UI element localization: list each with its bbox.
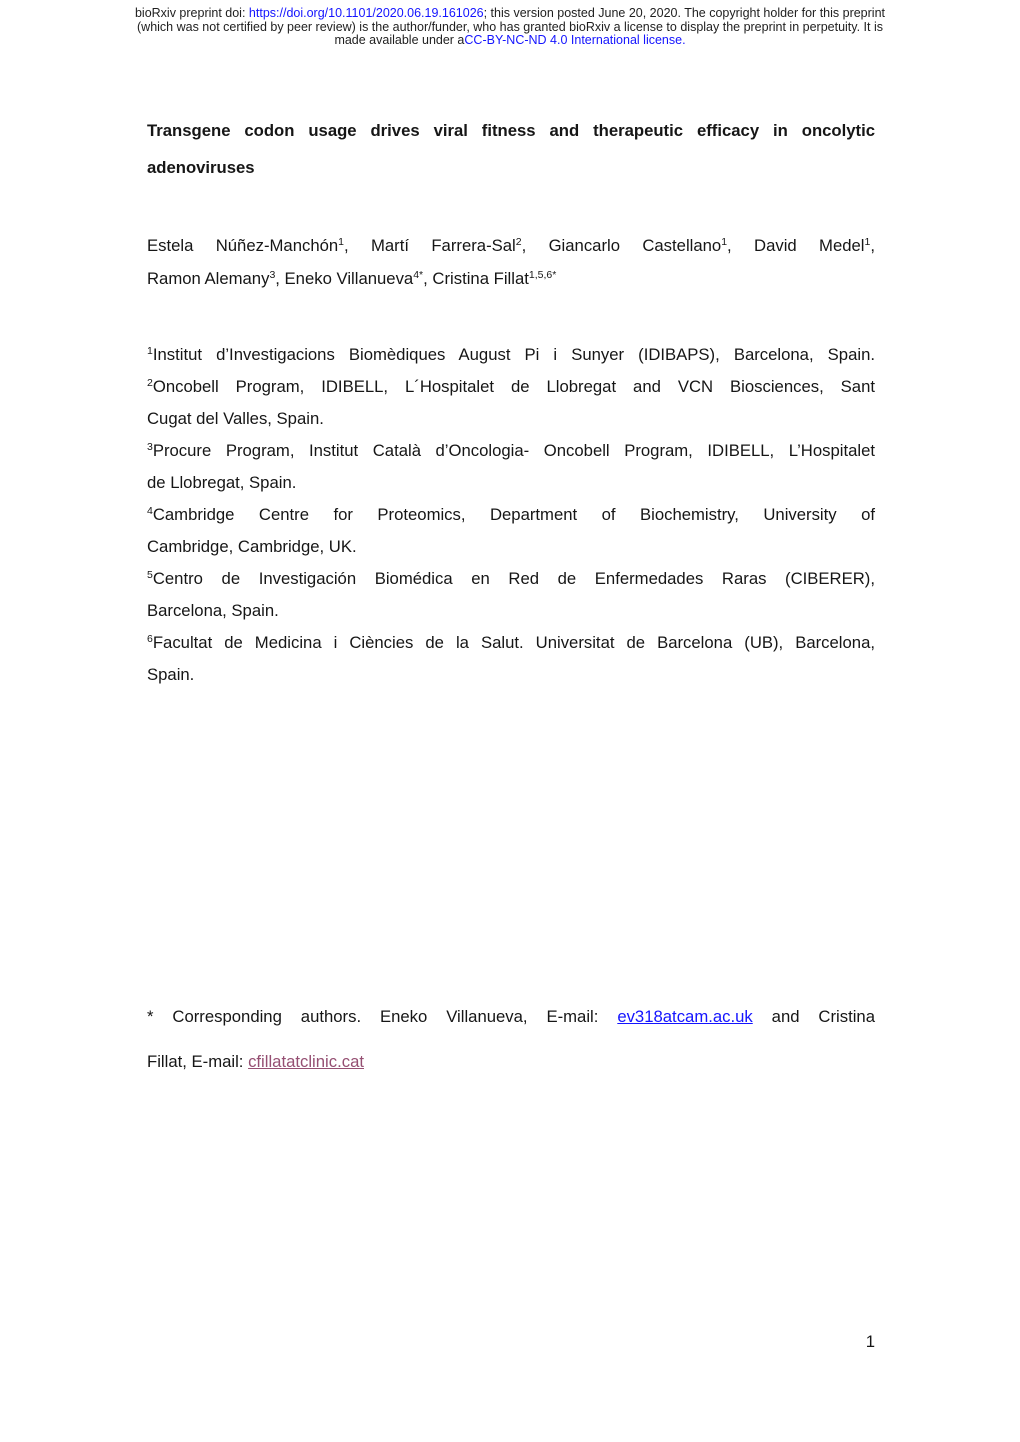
- author-affiliation-ref: 1,5,6*: [528, 268, 557, 281]
- affiliation-5-cont: [147, 595, 875, 627]
- banner-text: bioRxiv preprint doi:: [134, 6, 249, 20]
- affiliation-number: 2: [147, 376, 153, 389]
- author-name: Estela Núñez-Manchón: [147, 236, 339, 255]
- affiliation-1: [147, 339, 875, 371]
- affiliation-6: [147, 627, 875, 659]
- author-name: Ramon Alemany: [147, 269, 270, 288]
- affiliation-number: 1: [147, 344, 153, 357]
- affiliation-text: Centro de Investigación Biomédica en Red de Enfermedades Raras (CIBERER),: [152, 569, 875, 588]
- email-link-villanueva[interactable]: ev318atcam.ac.uk: [617, 1007, 753, 1026]
- correspondence-text: Fillat, E-mail:: [147, 1052, 249, 1071]
- affiliation-number: 5: [147, 568, 153, 581]
- affiliation-number: 3: [147, 440, 153, 453]
- biorxiv-banner: [0, 7, 1020, 48]
- affiliation-text: Cambridge Centre for Proteomics, Department of Biochemistry, University of: [152, 505, 875, 524]
- affiliation-text: Procure Program, Institut Català d’Oncologia- Oncobell Program, IDIBELL, L’Hospitalet: [152, 441, 875, 460]
- author-affiliation-ref: 1: [864, 235, 871, 248]
- title-line-1: Transgene codon usage drives viral fitness and therapeutic efficacy in oncolytic: [147, 121, 875, 140]
- author-name: , Martí Farrera-Sal: [344, 236, 516, 255]
- affiliation-text: Facultat de Medicina i Ciències de la Salut. Universitat de Barcelona (UB), Barcelona,: [152, 633, 875, 652]
- author-name: , Cristina Fillat: [423, 269, 529, 288]
- banner-text: (which was not certified by peer review) is the author/funder, who has granted bioRxiv a license to display the preprint in perpetuity. It is: [137, 19, 883, 34]
- affiliation-4: [147, 499, 875, 531]
- banner-text: ; this version posted June 20, 2020. The copyright holder for this preprint: [483, 6, 886, 20]
- banner-text: made available under a: [334, 33, 465, 48]
- email-link-fillat[interactable]: cfillatatclinic.cat: [248, 1052, 364, 1071]
- affiliation-6-cont: [147, 659, 875, 691]
- author-affiliation-ref: 2: [515, 235, 522, 248]
- author-list-line-2: [147, 262, 875, 295]
- page-number-value: 1: [865, 1332, 875, 1351]
- correspondence-line-1: [147, 994, 875, 1039]
- page-number: [147, 1332, 875, 1352]
- affiliation-text: Cugat del Valles, Spain.: [147, 409, 324, 428]
- corresponding-authors: [147, 994, 875, 1084]
- correspondence-text: * Corresponding authors. Eneko Villanueva, E-mail:: [147, 1007, 618, 1026]
- affiliation-text: Cambridge, Cambridge, UK.: [147, 537, 357, 556]
- affiliation-text: Oncobell Program, IDIBELL, L´Hospitalet de Llobregat and VCN Biosciences, Sant: [152, 377, 875, 396]
- banner-line-3: [0, 34, 1020, 48]
- correspondence-line-2: [147, 1039, 875, 1084]
- affiliation-3: [147, 435, 875, 467]
- correspondence-text: and Cristina: [752, 1007, 875, 1026]
- author-affiliation-ref: 3: [269, 268, 276, 281]
- affiliation-4-cont: [147, 531, 875, 563]
- affiliation-text: de Llobregat, Spain.: [147, 473, 297, 492]
- affiliation-number: 6: [147, 632, 153, 645]
- banner-line-2: [0, 21, 1020, 35]
- author-list-line-1: [147, 229, 875, 262]
- author-name: , Giancarlo Castellano: [521, 236, 722, 255]
- affiliation-text: Spain.: [147, 665, 195, 684]
- banner-line-1: [0, 7, 1020, 21]
- author-name: , Eneko Villanueva: [275, 269, 414, 288]
- author-affiliation-ref: 1: [338, 235, 345, 248]
- affiliation-2: [147, 371, 875, 403]
- affiliation-3-cont: [147, 467, 875, 499]
- doi-link[interactable]: https://doi.org/10.1101/2020.06.19.161026: [248, 6, 484, 20]
- license-link[interactable]: CC-BY-NC-ND 4.0 International license.: [464, 33, 686, 48]
- affiliation-text: Barcelona, Spain.: [147, 601, 279, 620]
- author-affiliation-ref: 4*: [413, 268, 424, 281]
- affiliation-5: [147, 563, 875, 595]
- affiliation-text: Institut d’Investigacions Biomèdiques August Pi i Sunyer (IDIBAPS), Barcelona, Spain.: [152, 345, 875, 364]
- article-title: [147, 112, 875, 186]
- author-list: [147, 229, 875, 295]
- author-name: , David Medel: [727, 236, 865, 255]
- author-name: ,: [870, 236, 875, 255]
- author-affiliation-ref: 1: [721, 235, 728, 248]
- affiliation-2-cont: [147, 403, 875, 435]
- affiliation-number: 4: [147, 504, 153, 517]
- affiliations: [147, 339, 875, 691]
- title-line-2: adenoviruses: [147, 158, 255, 177]
